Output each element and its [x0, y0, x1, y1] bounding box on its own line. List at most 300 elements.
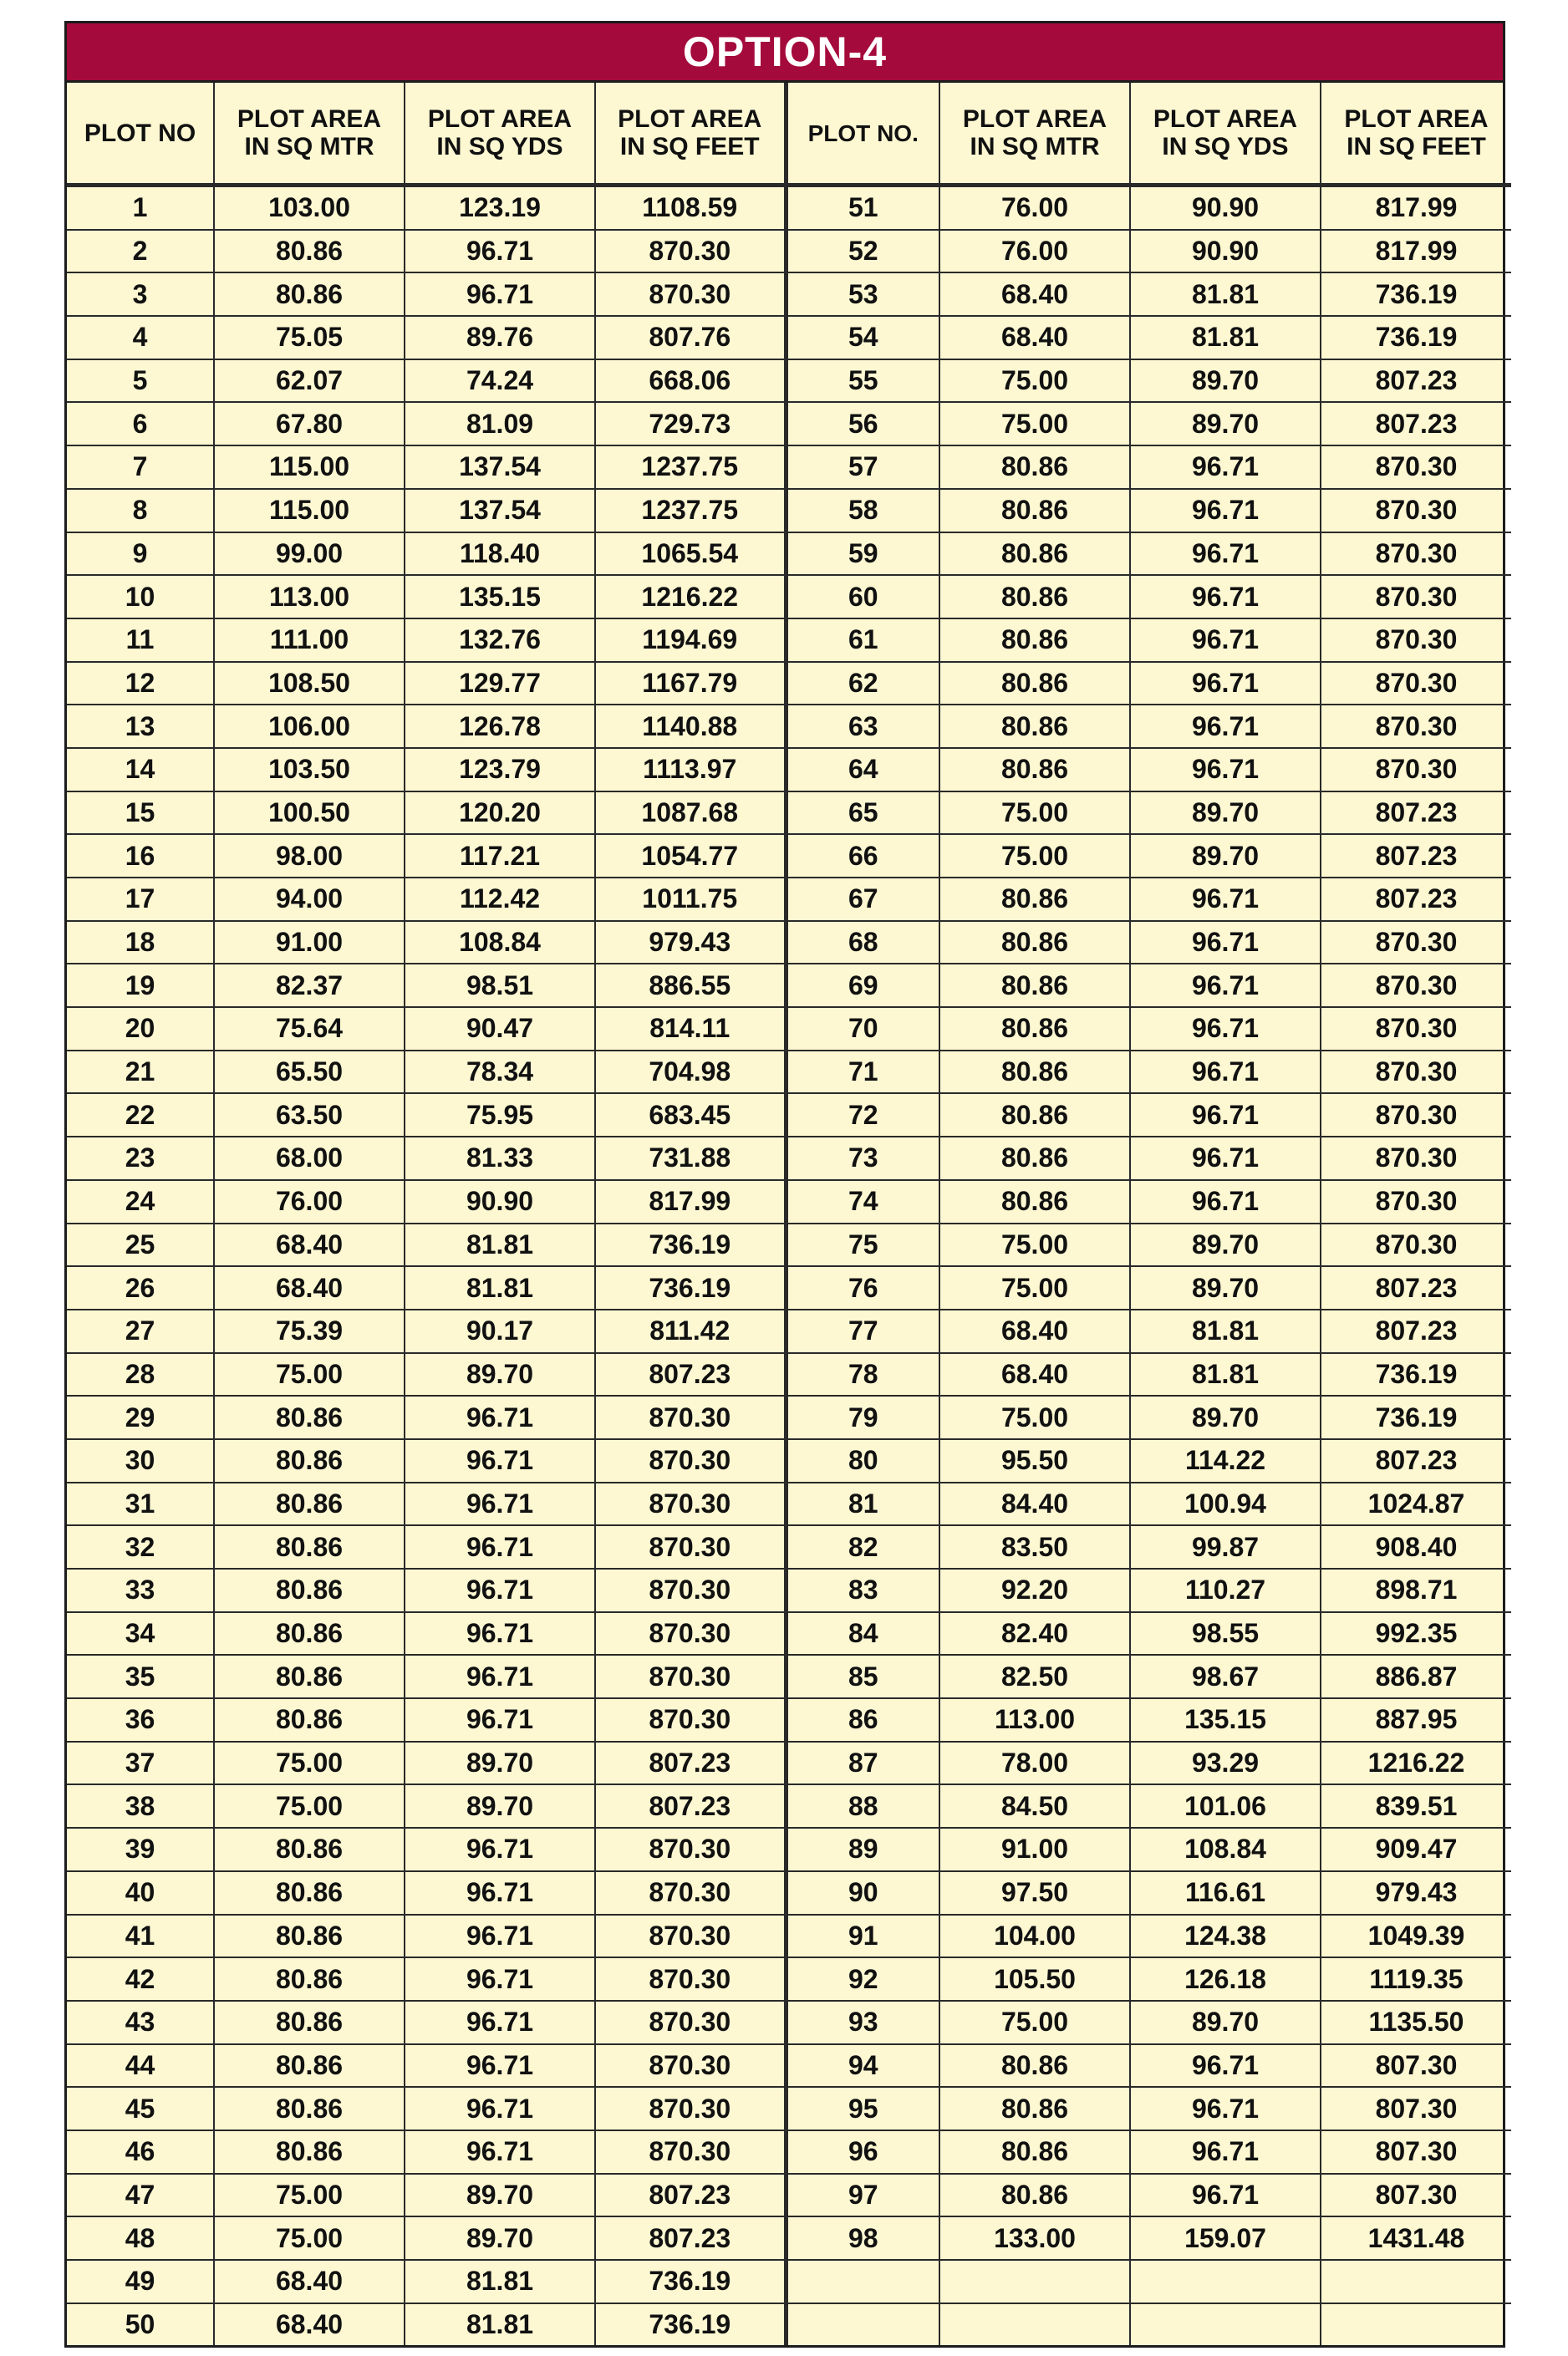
header-area-sq-mtr: PLOT AREA IN SQ MTR [214, 83, 405, 186]
plot-no-cell-2: 80 [786, 1439, 939, 1483]
sq-feet-cell: 736.19 [595, 2303, 786, 2346]
plot-no-cell: 24 [67, 1180, 214, 1224]
sq-feet-cell: 807.23 [595, 1353, 786, 1397]
sq-yds-cell: 96.71 [405, 2130, 595, 2174]
plot-no-cell: 39 [67, 1828, 214, 1871]
plot-no-cell-2: 87 [786, 1742, 939, 1785]
plot-no-cell-2: 69 [786, 964, 939, 1007]
sq-yds-cell: 126.78 [405, 705, 595, 748]
sq-mtr-cell: 68.40 [214, 1266, 405, 1310]
sq-yds-cell-2: 135.15 [1130, 1698, 1321, 1742]
sq-mtr-cell-2: 68.40 [939, 316, 1130, 359]
sq-feet-cell: 870.30 [595, 1525, 786, 1569]
sq-mtr-cell-2: 80.86 [939, 2130, 1130, 2174]
sq-mtr-cell-2: 75.00 [939, 1224, 1130, 1267]
sq-feet-cell-2: 870.30 [1321, 1224, 1511, 1267]
sq-feet-cell-2: 909.47 [1321, 1828, 1511, 1871]
sq-mtr-cell: 75.00 [214, 1353, 405, 1397]
plot-area-table [67, 83, 1511, 2345]
sq-yds-cell: 96.71 [405, 1957, 595, 2001]
sq-mtr-cell-2: 83.50 [939, 1525, 1130, 1569]
table-row [67, 2260, 1511, 2303]
table-row [67, 1266, 1511, 1310]
plot-no-cell: 30 [67, 1439, 214, 1483]
sq-yds-cell-2: 108.84 [1130, 1828, 1321, 1871]
sq-mtr-cell: 100.50 [214, 791, 405, 835]
sq-feet-cell-2: 807.23 [1321, 791, 1511, 835]
sq-feet-cell-2: 1119.35 [1321, 1957, 1511, 2001]
plot-no-cell: 4 [67, 316, 214, 359]
sq-feet-cell: 814.11 [595, 1007, 786, 1051]
sq-feet-cell: 1194.69 [595, 618, 786, 662]
sq-feet-cell-2: 870.30 [1321, 1007, 1511, 1051]
plot-no-cell: 11 [67, 618, 214, 662]
sq-feet-cell-2: 807.23 [1321, 359, 1511, 403]
plot-no-cell: 31 [67, 1483, 214, 1526]
plot-no-cell-2: 91 [786, 1915, 939, 1958]
plot-no-cell-2: 95 [786, 2087, 939, 2130]
header-area-sq-yds: PLOT AREA IN SQ YDS [405, 83, 595, 186]
sq-mtr-cell-2: 82.50 [939, 1655, 1130, 1698]
sq-feet-cell-2: 807.23 [1321, 834, 1511, 878]
plot-no-cell: 43 [67, 2001, 214, 2044]
table-row [67, 791, 1511, 835]
sq-mtr-cell-2: 75.00 [939, 1266, 1130, 1310]
table-row [67, 1569, 1511, 1612]
table-row [67, 1525, 1511, 1569]
sq-feet-cell: 736.19 [595, 1224, 786, 1267]
sq-mtr-cell: 80.86 [214, 1396, 405, 1439]
sq-yds-cell-2: 159.07 [1130, 2216, 1321, 2260]
sq-mtr-cell: 68.00 [214, 1137, 405, 1180]
sq-mtr-cell: 80.86 [214, 2130, 405, 2174]
sq-feet-cell: 736.19 [595, 2260, 786, 2303]
table-row [67, 1612, 1511, 1656]
sq-yds-cell: 96.71 [405, 1525, 595, 1569]
sq-yds-cell: 89.70 [405, 1742, 595, 1785]
sq-yds-cell-2: 114.22 [1130, 1439, 1321, 1483]
plot-no-cell-2: 82 [786, 1525, 939, 1569]
sq-mtr-cell: 80.86 [214, 1828, 405, 1871]
sq-feet-cell: 704.98 [595, 1051, 786, 1094]
sq-feet-cell-2: 736.19 [1321, 1353, 1511, 1397]
sq-feet-cell-2: 870.30 [1321, 532, 1511, 576]
table-row [67, 445, 1511, 489]
sq-feet-cell: 870.30 [595, 1828, 786, 1871]
sq-feet-cell-2: 736.19 [1321, 272, 1511, 316]
sq-yds-cell-2: 96.71 [1130, 1051, 1321, 1094]
sq-feet-cell-2: 870.30 [1321, 748, 1511, 791]
sq-mtr-cell: 103.00 [214, 186, 405, 230]
plot-no-cell: 1 [67, 186, 214, 230]
header-plot-no-2: PLOT NO. [786, 83, 939, 186]
table-row [67, 359, 1511, 403]
sq-yds-cell: 81.81 [405, 1266, 595, 1310]
table-row [67, 1180, 1511, 1224]
plot-no-cell-2: 85 [786, 1655, 939, 1698]
plot-no-cell-2: 64 [786, 748, 939, 791]
sq-mtr-cell-2: 104.00 [939, 1915, 1130, 1958]
sq-yds-cell-2: 124.38 [1130, 1915, 1321, 1958]
sq-mtr-cell: 65.50 [214, 1051, 405, 1094]
sq-feet-cell-2: 870.30 [1321, 1180, 1511, 1224]
sq-yds-cell: 81.81 [405, 2303, 595, 2346]
sq-feet-cell-2: 807.30 [1321, 2087, 1511, 2130]
plot-no-cell-2: 55 [786, 359, 939, 403]
sq-yds-cell: 89.70 [405, 2216, 595, 2260]
sq-feet-cell: 870.30 [595, 230, 786, 273]
sq-yds-cell-2: 89.70 [1130, 2001, 1321, 2044]
sq-feet-cell-2 [1321, 2260, 1511, 2303]
plot-no-cell: 16 [67, 834, 214, 878]
sq-mtr-cell: 80.86 [214, 1569, 405, 1612]
table-body [67, 186, 1511, 2346]
sq-feet-cell: 1011.75 [595, 878, 786, 921]
table-row [67, 618, 1511, 662]
sq-yds-cell: 137.54 [405, 445, 595, 489]
header-plot-no: PLOT NO [67, 83, 214, 186]
sq-mtr-cell-2: 75.00 [939, 791, 1130, 835]
sq-feet-cell: 683.45 [595, 1093, 786, 1137]
plot-no-cell-2: 98 [786, 2216, 939, 2260]
sq-yds-cell-2: 90.90 [1130, 230, 1321, 273]
plot-no-cell: 6 [67, 402, 214, 445]
sq-feet-cell: 1054.77 [595, 834, 786, 878]
sq-yds-cell: 89.70 [405, 1784, 595, 1828]
sq-mtr-cell-2: 80.86 [939, 1093, 1130, 1137]
sq-yds-cell-2: 110.27 [1130, 1569, 1321, 1612]
plot-no-cell-2: 73 [786, 1137, 939, 1180]
sq-feet-cell-2: 870.30 [1321, 705, 1511, 748]
table-row [67, 964, 1511, 1007]
plot-no-cell: 3 [67, 272, 214, 316]
plot-no-cell-2: 86 [786, 1698, 939, 1742]
sq-yds-cell-2: 96.71 [1130, 964, 1321, 1007]
sq-feet-cell: 807.76 [595, 316, 786, 359]
sq-yds-cell: 96.71 [405, 1655, 595, 1698]
sq-mtr-cell-2: 68.40 [939, 1310, 1130, 1353]
sq-mtr-cell-2: 80.86 [939, 964, 1130, 1007]
plot-no-cell-2: 76 [786, 1266, 939, 1310]
sq-feet-cell-2: 817.99 [1321, 230, 1511, 273]
sq-feet-cell-2: 1049.39 [1321, 1915, 1511, 1958]
table-row [67, 748, 1511, 791]
sq-feet-cell: 1113.97 [595, 748, 786, 791]
plot-no-cell-2: 83 [786, 1569, 939, 1612]
sq-mtr-cell: 80.86 [214, 1655, 405, 1698]
sq-yds-cell-2: 89.70 [1130, 791, 1321, 835]
sq-mtr-cell-2: 75.00 [939, 834, 1130, 878]
table-row [67, 186, 1511, 230]
sq-feet-cell-2: 736.19 [1321, 1396, 1511, 1439]
sq-feet-cell-2: 870.30 [1321, 489, 1511, 532]
sq-mtr-cell-2: 80.86 [939, 921, 1130, 964]
sq-yds-cell: 78.34 [405, 1051, 595, 1094]
plot-no-cell: 33 [67, 1569, 214, 1612]
table-row [67, 316, 1511, 359]
sq-yds-cell: 120.20 [405, 791, 595, 835]
sq-feet-cell: 807.23 [595, 2216, 786, 2260]
plot-no-cell-2: 68 [786, 921, 939, 964]
plot-no-cell: 9 [67, 532, 214, 576]
table-row [67, 2216, 1511, 2260]
plot-no-cell: 40 [67, 1871, 214, 1915]
sq-feet-cell: 1216.22 [595, 575, 786, 618]
sq-feet-cell: 870.30 [595, 1698, 786, 1742]
sq-feet-cell-2: 887.95 [1321, 1698, 1511, 1742]
plot-no-cell-2: 58 [786, 489, 939, 532]
sq-yds-cell-2: 96.71 [1130, 532, 1321, 576]
sq-mtr-cell-2: 75.00 [939, 359, 1130, 403]
sq-feet-cell: 1087.68 [595, 791, 786, 835]
plot-no-cell: 42 [67, 1957, 214, 2001]
plot-no-cell: 15 [67, 791, 214, 835]
sq-mtr-cell-2: 92.20 [939, 1569, 1130, 1612]
sq-mtr-cell-2: 80.86 [939, 445, 1130, 489]
sq-feet-cell: 1237.75 [595, 489, 786, 532]
plot-no-cell: 46 [67, 2130, 214, 2174]
sq-yds-cell-2: 81.81 [1130, 1310, 1321, 1353]
plot-no-cell: 13 [67, 705, 214, 748]
sq-mtr-cell-2: 80.86 [939, 1007, 1130, 1051]
sq-mtr-cell-2: 80.86 [939, 1137, 1130, 1180]
sq-feet-cell: 870.30 [595, 1915, 786, 1958]
sq-mtr-cell: 80.86 [214, 1957, 405, 2001]
sq-yds-cell: 81.81 [405, 2260, 595, 2303]
sq-yds-cell-2 [1130, 2260, 1321, 2303]
sq-yds-cell-2: 96.71 [1130, 662, 1321, 705]
sq-feet-cell: 668.06 [595, 359, 786, 403]
sq-feet-cell-2 [1321, 2303, 1511, 2346]
sq-feet-cell: 886.55 [595, 964, 786, 1007]
sq-yds-cell-2: 89.70 [1130, 402, 1321, 445]
sq-feet-cell-2: 807.30 [1321, 2174, 1511, 2217]
sq-yds-cell: 96.71 [405, 1828, 595, 1871]
sq-mtr-cell: 111.00 [214, 618, 405, 662]
plot-no-cell-2: 59 [786, 532, 939, 576]
sq-yds-cell-2: 89.70 [1130, 1224, 1321, 1267]
sq-yds-cell: 129.77 [405, 662, 595, 705]
sq-mtr-cell: 75.00 [214, 1742, 405, 1785]
plot-no-cell: 2 [67, 230, 214, 273]
sq-mtr-cell-2: 91.00 [939, 1828, 1130, 1871]
plot-area-sheet [64, 21, 1505, 2348]
sq-yds-cell-2: 96.71 [1130, 921, 1321, 964]
plot-no-cell: 49 [67, 2260, 214, 2303]
sq-feet-cell-2: 908.40 [1321, 1525, 1511, 1569]
table-row [67, 2174, 1511, 2217]
sq-mtr-cell-2: 97.50 [939, 1871, 1130, 1915]
header-area-sq-mtr-2: PLOT AREA IN SQ MTR [939, 83, 1130, 186]
plot-no-cell-2: 77 [786, 1310, 939, 1353]
sq-mtr-cell-2: 75.00 [939, 2001, 1130, 2044]
table-row [67, 1871, 1511, 1915]
sq-mtr-cell: 108.50 [214, 662, 405, 705]
sq-yds-cell-2: 96.71 [1130, 878, 1321, 921]
sq-feet-cell-2: 807.23 [1321, 1310, 1511, 1353]
plot-no-cell-2: 97 [786, 2174, 939, 2217]
plot-no-cell: 32 [67, 1525, 214, 1569]
table-row [67, 1007, 1511, 1051]
sq-yds-cell-2: 90.90 [1130, 186, 1321, 230]
sq-yds-cell-2: 96.71 [1130, 705, 1321, 748]
sq-yds-cell-2: 96.71 [1130, 2044, 1321, 2088]
sq-mtr-cell: 80.86 [214, 2044, 405, 2088]
sq-mtr-cell-2: 68.40 [939, 272, 1130, 316]
plot-no-cell-2: 51 [786, 186, 939, 230]
sq-mtr-cell: 80.86 [214, 1439, 405, 1483]
sq-feet-cell-2: 807.30 [1321, 2044, 1511, 2088]
sq-yds-cell-2: 101.06 [1130, 1784, 1321, 1828]
sq-yds-cell-2: 98.55 [1130, 1612, 1321, 1656]
sq-mtr-cell: 75.00 [214, 2174, 405, 2217]
sq-yds-cell: 89.76 [405, 316, 595, 359]
table-row [67, 662, 1511, 705]
sq-feet-cell: 807.23 [595, 1742, 786, 1785]
sq-yds-cell-2: 81.81 [1130, 316, 1321, 359]
sq-mtr-cell: 68.40 [214, 2303, 405, 2346]
sq-yds-cell: 96.71 [405, 2044, 595, 2088]
plot-no-cell: 37 [67, 1742, 214, 1785]
plot-no-cell: 7 [67, 445, 214, 489]
sq-yds-cell-2: 96.71 [1130, 2174, 1321, 2217]
sq-yds-cell-2: 89.70 [1130, 1396, 1321, 1439]
sq-feet-cell: 729.73 [595, 402, 786, 445]
plot-no-cell-2: 84 [786, 1612, 939, 1656]
sq-feet-cell-2: 817.99 [1321, 186, 1511, 230]
sq-yds-cell: 90.47 [405, 1007, 595, 1051]
sq-mtr-cell-2: 80.86 [939, 575, 1130, 618]
sq-mtr-cell: 63.50 [214, 1093, 405, 1137]
sq-feet-cell: 870.30 [595, 1871, 786, 1915]
header-area-sq-feet-2: PLOT AREA IN SQ FEET [1321, 83, 1511, 186]
sq-feet-cell-2: 870.30 [1321, 618, 1511, 662]
sq-mtr-cell: 80.86 [214, 230, 405, 273]
sq-feet-cell-2: 807.23 [1321, 402, 1511, 445]
table-row [67, 705, 1511, 748]
sq-yds-cell: 123.79 [405, 748, 595, 791]
sq-mtr-cell-2: 80.86 [939, 662, 1130, 705]
table-row [67, 1051, 1511, 1094]
sq-mtr-cell: 80.86 [214, 1483, 405, 1526]
sq-yds-cell-2: 96.71 [1130, 1093, 1321, 1137]
table-row [67, 532, 1511, 576]
table-row [67, 489, 1511, 532]
plot-no-cell-2: 81 [786, 1483, 939, 1526]
sq-feet-cell: 1167.79 [595, 662, 786, 705]
sq-yds-cell-2: 89.70 [1130, 834, 1321, 878]
sq-mtr-cell-2 [939, 2260, 1130, 2303]
plot-no-cell-2: 94 [786, 2044, 939, 2088]
sq-mtr-cell: 82.37 [214, 964, 405, 1007]
sq-feet-cell: 870.30 [595, 1655, 786, 1698]
sq-feet-cell: 979.43 [595, 921, 786, 964]
plot-no-cell: 12 [67, 662, 214, 705]
sq-mtr-cell: 68.40 [214, 2260, 405, 2303]
sq-mtr-cell: 75.00 [214, 2216, 405, 2260]
plot-no-cell: 17 [67, 878, 214, 921]
plot-no-cell: 26 [67, 1266, 214, 1310]
sq-feet-cell: 870.30 [595, 272, 786, 316]
plot-no-cell-2 [786, 2303, 939, 2346]
plot-no-cell-2: 61 [786, 618, 939, 662]
plot-no-cell-2: 74 [786, 1180, 939, 1224]
plot-no-cell-2: 67 [786, 878, 939, 921]
sq-feet-cell-2: 807.30 [1321, 2130, 1511, 2174]
plot-no-cell-2: 63 [786, 705, 939, 748]
sq-yds-cell: 96.71 [405, 1396, 595, 1439]
table-row [67, 272, 1511, 316]
sq-yds-cell: 108.84 [405, 921, 595, 964]
sq-yds-cell: 81.33 [405, 1137, 595, 1180]
table-row [67, 1137, 1511, 1180]
sq-mtr-cell-2: 133.00 [939, 2216, 1130, 2260]
plot-no-cell: 50 [67, 2303, 214, 2346]
sq-feet-cell-2: 870.30 [1321, 575, 1511, 618]
sq-yds-cell-2 [1130, 2303, 1321, 2346]
table-row [67, 575, 1511, 618]
sq-mtr-cell: 75.39 [214, 1310, 405, 1353]
sq-yds-cell: 96.71 [405, 230, 595, 273]
sq-yds-cell-2: 93.29 [1130, 1742, 1321, 1785]
sq-feet-cell: 870.30 [595, 2087, 786, 2130]
sq-yds-cell: 81.09 [405, 402, 595, 445]
sq-mtr-cell: 115.00 [214, 445, 405, 489]
sq-feet-cell-2: 870.30 [1321, 964, 1511, 1007]
table-row [67, 402, 1511, 445]
table-row [67, 1784, 1511, 1828]
sq-yds-cell: 118.40 [405, 532, 595, 576]
sq-yds-cell: 135.15 [405, 575, 595, 618]
plot-no-cell-2: 89 [786, 1828, 939, 1871]
sq-yds-cell: 75.95 [405, 1093, 595, 1137]
sq-mtr-cell-2: 82.40 [939, 1612, 1130, 1656]
plot-no-cell: 10 [67, 575, 214, 618]
sq-mtr-cell-2: 78.00 [939, 1742, 1130, 1785]
sq-yds-cell-2: 81.81 [1130, 1353, 1321, 1397]
plot-no-cell: 21 [67, 1051, 214, 1094]
table-row [67, 1483, 1511, 1526]
sq-feet-cell: 870.30 [595, 1439, 786, 1483]
sq-feet-cell-2: 839.51 [1321, 1784, 1511, 1828]
sq-mtr-cell: 106.00 [214, 705, 405, 748]
sq-feet-cell: 811.42 [595, 1310, 786, 1353]
table-row [67, 2001, 1511, 2044]
table-title: OPTION-4 [67, 23, 1503, 83]
sq-yds-cell-2: 96.71 [1130, 618, 1321, 662]
table-row [67, 834, 1511, 878]
plot-no-cell-2: 90 [786, 1871, 939, 1915]
sq-yds-cell-2: 81.81 [1130, 272, 1321, 316]
plot-no-cell-2: 72 [786, 1093, 939, 1137]
sq-yds-cell: 117.21 [405, 834, 595, 878]
plot-no-cell-2: 96 [786, 2130, 939, 2174]
table-row [67, 2303, 1511, 2346]
plot-no-cell-2: 92 [786, 1957, 939, 2001]
sq-mtr-cell: 75.64 [214, 1007, 405, 1051]
plot-no-cell: 20 [67, 1007, 214, 1051]
table-row [67, 1742, 1511, 1785]
sq-yds-cell: 89.70 [405, 1353, 595, 1397]
plot-no-cell: 14 [67, 748, 214, 791]
sq-yds-cell: 96.71 [405, 2001, 595, 2044]
sq-mtr-cell-2: 80.86 [939, 489, 1130, 532]
sq-feet-cell: 870.30 [595, 1483, 786, 1526]
sq-mtr-cell-2: 68.40 [939, 1353, 1130, 1397]
sq-mtr-cell: 76.00 [214, 1180, 405, 1224]
sq-mtr-cell: 113.00 [214, 575, 405, 618]
sq-mtr-cell-2: 80.86 [939, 1180, 1130, 1224]
